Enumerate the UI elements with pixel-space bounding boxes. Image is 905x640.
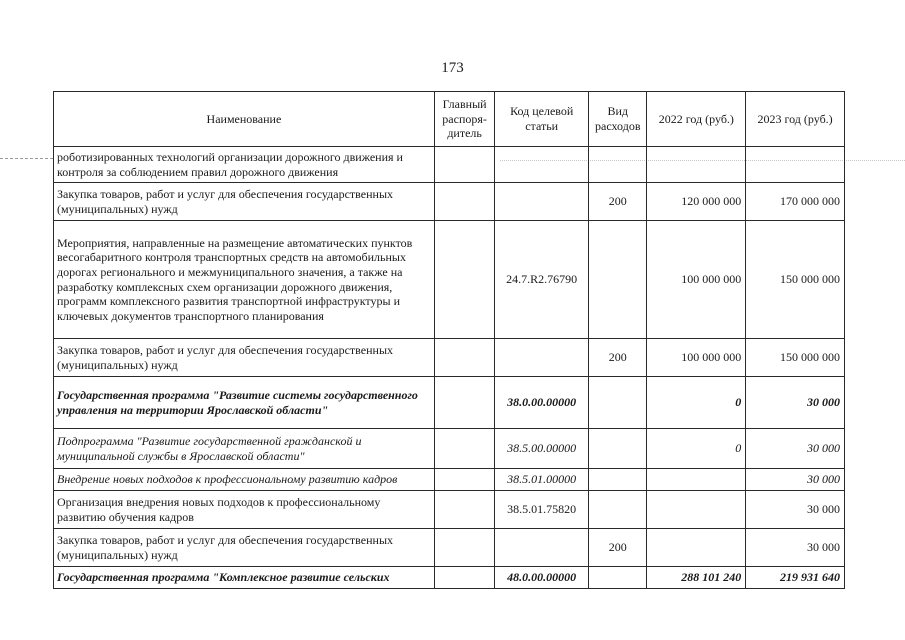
- table-row: [54, 147, 845, 183]
- row-code: [495, 147, 589, 183]
- row-manager: [434, 221, 494, 339]
- row-manager: [434, 377, 494, 429]
- table-header-row: [54, 92, 845, 147]
- row-2022: [647, 491, 746, 529]
- budget-table: [53, 91, 845, 589]
- table-row: [54, 529, 845, 567]
- table-row: [54, 339, 845, 377]
- header-2022: 2022 год (руб.): [647, 92, 746, 147]
- row-expense-type: 200: [589, 183, 647, 221]
- row-2023: 150 000 000: [746, 221, 845, 339]
- table-row: [54, 429, 845, 469]
- row-code: 48.0.00.00000: [495, 567, 589, 589]
- row-name: Закупка товаров, работ и услуг для обеспечения государственных (муниципальных) нужд: [54, 183, 435, 221]
- table-row: [54, 469, 845, 491]
- row-2022: [647, 147, 746, 183]
- row-manager: [434, 491, 494, 529]
- row-manager: [434, 567, 494, 589]
- row-name: Внедрение новых подходов к профессиональному развитию кадров: [54, 469, 435, 491]
- row-expense-type: [589, 147, 647, 183]
- header-target-code: Код целевой статьи: [495, 92, 589, 147]
- row-expense-type: [589, 491, 647, 529]
- row-code: 38.5.01.75820: [495, 491, 589, 529]
- scan-artifact-line: [0, 158, 53, 159]
- row-2023: 30 000: [746, 491, 845, 529]
- table-row: [54, 377, 845, 429]
- row-expense-type: 200: [589, 529, 647, 567]
- header-2023: 2023 год (руб.): [746, 92, 845, 147]
- row-2022: 100 000 000: [647, 221, 746, 339]
- row-manager: [434, 469, 494, 491]
- row-manager: [434, 529, 494, 567]
- row-2023: 30 000: [746, 529, 845, 567]
- row-code: 38.5.00.00000: [495, 429, 589, 469]
- row-2022: 120 000 000: [647, 183, 746, 221]
- row-code: 38.0.00.00000: [495, 377, 589, 429]
- header-manager: Главный распоря-дитель: [434, 92, 494, 147]
- row-manager: [434, 429, 494, 469]
- row-expense-type: [589, 221, 647, 339]
- row-2023: 30 000: [746, 429, 845, 469]
- row-manager: [434, 183, 494, 221]
- row-code: 38.5.01.00000: [495, 469, 589, 491]
- row-2023: 30 000: [746, 377, 845, 429]
- page-number: 173: [441, 60, 464, 76]
- row-2022: [647, 469, 746, 491]
- table-row: [54, 491, 845, 529]
- row-expense-type: [589, 377, 647, 429]
- row-name: Организация внедрения новых подходов к профессиональному развитию обучения кадров: [54, 491, 435, 529]
- row-expense-type: [589, 469, 647, 491]
- header-expense-type: Вид расходов: [589, 92, 647, 147]
- row-name: Государственная программа "Развитие системы государственного управления на территории Ярославской области": [54, 377, 435, 429]
- row-2023: 219 931 640: [746, 567, 845, 589]
- row-2022: 0: [647, 429, 746, 469]
- row-2022: 288 101 240: [647, 567, 746, 589]
- row-code: 24.7.R2.76790: [495, 221, 589, 339]
- row-code: [495, 529, 589, 567]
- row-manager: [434, 339, 494, 377]
- row-2022: [647, 529, 746, 567]
- row-manager: [434, 147, 494, 183]
- row-name: Закупка товаров, работ и услуг для обеспечения государственных (муниципальных) нужд: [54, 339, 435, 377]
- row-code: [495, 183, 589, 221]
- row-2023: 170 000 000: [746, 183, 845, 221]
- table-row: [54, 567, 845, 589]
- row-name: Подпрограмма "Развитие государственной гражданской и муниципальной службы в Ярославской области": [54, 429, 435, 469]
- row-code: [495, 339, 589, 377]
- row-name: Мероприятия, направленные на размещение автоматических пунктов весогабаритного контроля транспортных средств на автомобильных дорогах регионального и межмуниципального значения, а также на разработку комплексных схем организации дорожного движения, программ комплексного развития транспортной инфраструктуры и ключевых документов транспортного планирования: [54, 221, 435, 339]
- row-2023: 30 000: [746, 469, 845, 491]
- row-2022: 100 000 000: [647, 339, 746, 377]
- row-expense-type: [589, 429, 647, 469]
- row-name: роботизированных технологий организации дорожного движения и контроля за соблюдением правил дорожного движения: [54, 147, 435, 183]
- row-name: Государственная программа "Комплексное развитие сельских: [54, 567, 435, 589]
- row-2023: [746, 147, 845, 183]
- table-row: [54, 221, 845, 339]
- table-row: [54, 183, 845, 221]
- row-2022: 0: [647, 377, 746, 429]
- row-2023: 150 000 000: [746, 339, 845, 377]
- row-expense-type: [589, 567, 647, 589]
- row-expense-type: 200: [589, 339, 647, 377]
- header-name: Наименование: [54, 92, 435, 147]
- row-name: Закупка товаров, работ и услуг для обеспечения государственных (муниципальных) нужд: [54, 529, 435, 567]
